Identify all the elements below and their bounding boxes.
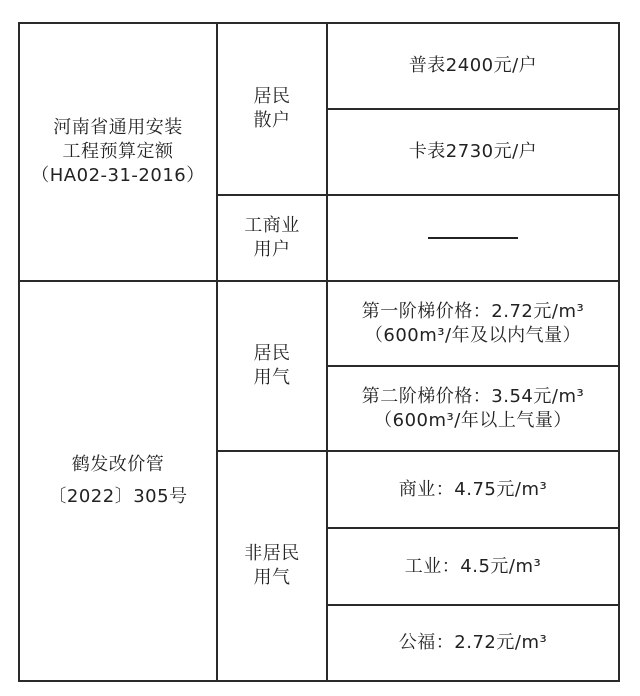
category-line: 用户 [253, 239, 291, 260]
category-line: 用气 [253, 367, 291, 388]
category-line: 居民 [253, 343, 291, 364]
section-1-source-cell [18, 22, 218, 282]
category-line: 非居民 [244, 543, 300, 564]
category-line: 居民 [253, 86, 291, 107]
source-line: （HA02-31-2016） [31, 165, 205, 186]
source-line: 工程预算定额 [62, 141, 174, 162]
price-cell [326, 527, 620, 606]
source-line: 鹤发改价管 [71, 454, 165, 475]
price-cell [326, 22, 620, 110]
price-text: 第一阶梯价格：2.72元/m³ [361, 300, 585, 322]
source-line: 河南省通用安装 [53, 117, 183, 138]
price-text: 公福：2.72元/m³ [398, 632, 548, 653]
category-cell [216, 194, 328, 282]
category-cell [216, 450, 328, 682]
category-cell [216, 22, 328, 196]
price-text: 普表2400元/户 [408, 55, 538, 76]
section-2-source-cell [18, 280, 218, 682]
section-1-source [31, 116, 204, 188]
price-cell [326, 604, 620, 682]
category-cell [216, 280, 328, 452]
price-cell [326, 450, 620, 529]
price-note: （600m³/年及以内气量） [364, 324, 582, 346]
category-line: 工商业 [244, 215, 300, 236]
empty-dash [428, 237, 518, 239]
price-text: 卡表2730元/户 [408, 141, 538, 162]
price-note: （600m³/年以上气量） [374, 409, 572, 431]
section-2-source [48, 453, 187, 509]
price-cell [326, 365, 620, 452]
price-text: 商业：4.75元/m³ [398, 478, 548, 500]
price-cell [326, 280, 620, 367]
price-text: 第二阶梯价格：3.54元/m³ [361, 385, 585, 407]
price-text: 工业：4.5元/m³ [404, 555, 542, 577]
source-line: 〔2022〕305号 [48, 486, 188, 507]
category-line: 散户 [253, 110, 291, 131]
price-cell-empty [326, 194, 620, 282]
category-line: 用气 [253, 567, 291, 588]
price-cell [326, 108, 620, 196]
